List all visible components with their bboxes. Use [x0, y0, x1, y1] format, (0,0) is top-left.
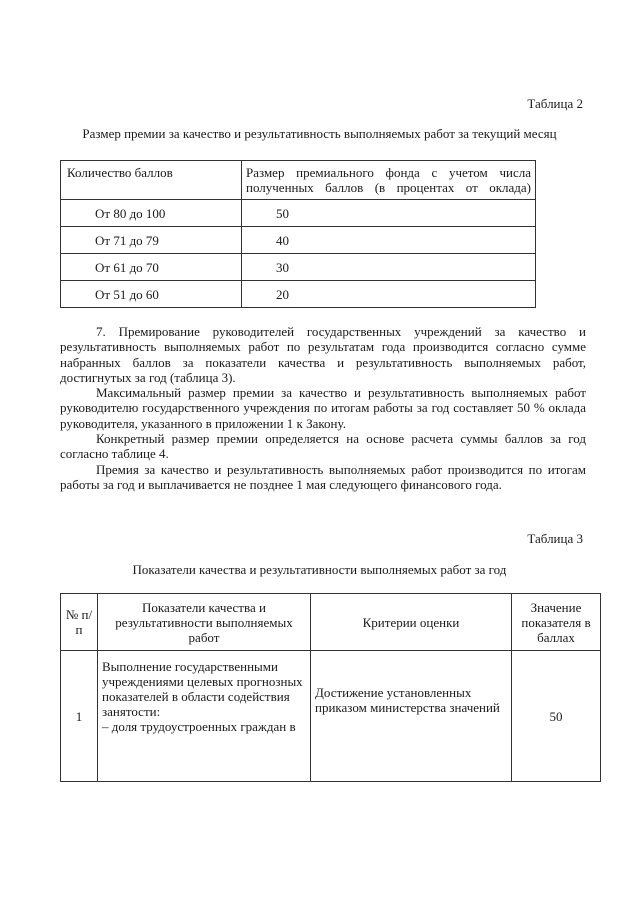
paragraph: Конкретный размер премии определяется на основе расчета суммы баллов за год согласно таблице 4.	[60, 431, 586, 462]
table3	[60, 593, 601, 782]
paragraph: Премия за качество и результативность выполняемых работ производится по итогам работы за год и выплачивается не позднее 1 мая следующего финансового года.	[60, 461, 586, 492]
table-row	[61, 651, 601, 782]
table-row	[61, 227, 536, 254]
table3-header-row	[61, 594, 601, 651]
table-row	[61, 254, 536, 281]
table3-header-indicator: Показатели качества и результативности выполняемых работ	[98, 594, 311, 651]
table2-value: 50	[242, 200, 536, 227]
table3-header-num: № п/п	[61, 594, 98, 651]
table2-value: 20	[242, 281, 536, 308]
table3-indicator	[98, 651, 311, 782]
table2-caption: Размер премии за качество и результативность выполняемых работ за текущий месяц	[82, 126, 557, 141]
table3-indicator-sub: – доля трудоустроенных граждан в	[102, 719, 296, 734]
table3-caption: Показатели качества и результативности выполняемых работ за год	[132, 562, 507, 577]
table3-indicator-text: Выполнение государственными учреждениями целевых прогнозных показателей в области содействия занятости:	[102, 659, 303, 719]
table2-value: 30	[242, 254, 536, 281]
paragraph: Максимальный размер премии за качество и результативность выполняемых работ руководителю государственного учреждения по итогам работы за год составляет 50 % оклада руководителя, указанного в приложении 1 к Закону.	[60, 385, 586, 431]
table2-header-points: Количество баллов	[61, 161, 242, 200]
table3-header-score: Значение показателя в баллах	[512, 594, 601, 651]
table3-label: Таблица 3	[527, 531, 583, 546]
paragraph: 7. Премирование руководителей государственных учреждений за качество и результативность выполняемых работ по результатам года производится согласно сумме набранных баллов за показатели качества и результативность выполняемых работ, достигнутых за год (таблица 3).	[60, 324, 586, 385]
table-row	[61, 281, 536, 308]
table3-criteria: Достижение установленных приказом министерства значений	[311, 651, 512, 782]
table2-range: От 80 до 100	[61, 200, 242, 227]
table3-num: 1	[61, 651, 98, 782]
table-row	[61, 200, 536, 227]
table2-range: От 51 до 60	[61, 281, 242, 308]
table3-score: 50	[512, 651, 601, 782]
table2-header-row	[61, 161, 536, 200]
table2-label: Таблица 2	[527, 96, 583, 111]
table2-range: От 61 до 70	[61, 254, 242, 281]
table2-header-bonus: Размер премиального фонда с учетом числа полученных баллов (в процентах от оклада)	[242, 161, 536, 200]
table2-range: От 71 до 79	[61, 227, 242, 254]
body-text	[60, 324, 586, 492]
table2-value: 40	[242, 227, 536, 254]
table3-header-criteria: Критерии оценки	[311, 594, 512, 651]
table2	[60, 160, 536, 308]
